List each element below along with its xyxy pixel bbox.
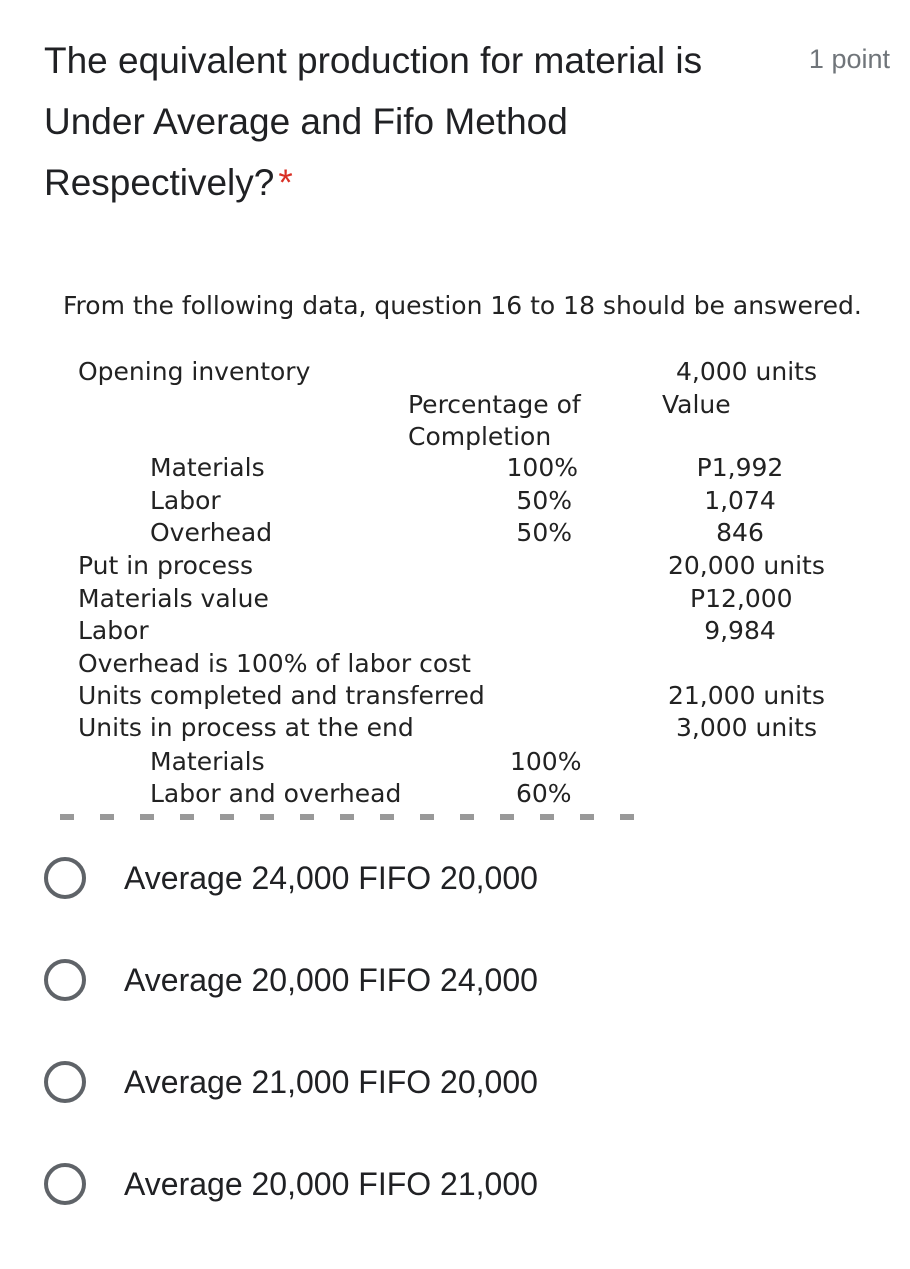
radio-button[interactable] xyxy=(44,1163,86,1205)
option-1[interactable] xyxy=(44,848,864,908)
points-label: 1 point xyxy=(808,44,890,74)
materials-value: P12,000 xyxy=(690,584,793,613)
option-3[interactable] xyxy=(44,1052,864,1112)
materials-value-label: Materials value xyxy=(78,584,269,613)
row-pct: 50% xyxy=(516,518,572,547)
row-label: Materials xyxy=(150,453,265,482)
labor-label: Labor xyxy=(78,616,149,645)
row-value: 846 xyxy=(716,518,764,547)
ending-label: Units in process at the end xyxy=(78,713,414,742)
question-title xyxy=(44,30,764,213)
row-pct: 100% xyxy=(506,453,578,482)
required-asterisk: * xyxy=(278,162,293,203)
opening-inventory-label: Opening inventory xyxy=(78,357,311,386)
row-label: Labor xyxy=(150,486,221,515)
labor-value: 9,984 xyxy=(704,616,776,645)
question-title-text: The equivalent production for material is Under Average and Fifo Method Respectively? xyxy=(44,40,703,203)
transferred-value: 21,000 units xyxy=(668,681,825,710)
pct-header-2: Completion xyxy=(408,422,552,451)
ending-row-pct: 60% xyxy=(516,779,572,808)
option-2[interactable] xyxy=(44,950,864,1010)
ending-row-label: Labor and overhead xyxy=(150,779,402,808)
ending-value: 3,000 units xyxy=(676,713,817,742)
intro-text: From the following data, question 16 to 18 should be answered. xyxy=(63,291,862,320)
put-in-process-label: Put in process xyxy=(78,551,254,580)
value-header: Value xyxy=(662,390,731,419)
radio-button[interactable] xyxy=(44,857,86,899)
put-in-process-value: 20,000 units xyxy=(668,551,825,580)
option-label: Average 20,000 FIFO 24,000 xyxy=(124,961,538,998)
row-value: 1,074 xyxy=(704,486,776,515)
option-label: Average 24,000 FIFO 20,000 xyxy=(124,859,538,896)
option-label: Average 21,000 FIFO 20,000 xyxy=(124,1063,538,1100)
radio-button[interactable] xyxy=(44,1061,86,1103)
radio-button[interactable] xyxy=(44,959,86,1001)
pct-header-1: Percentage of xyxy=(408,390,581,419)
row-pct: 50% xyxy=(516,486,572,515)
overhead-note: Overhead is 100% of labor cost xyxy=(78,649,471,678)
transferred-label: Units completed and transferred xyxy=(78,681,485,710)
cropped-text-remnant xyxy=(60,814,660,820)
option-4[interactable] xyxy=(44,1154,864,1214)
option-label: Average 20,000 FIFO 21,000 xyxy=(124,1165,538,1202)
ending-row-label: Materials xyxy=(150,747,265,776)
row-label: Overhead xyxy=(150,518,273,547)
opening-inventory-units: 4,000 units xyxy=(676,357,817,386)
ending-row-pct: 100% xyxy=(510,747,582,776)
row-value: P1,992 xyxy=(696,453,784,482)
